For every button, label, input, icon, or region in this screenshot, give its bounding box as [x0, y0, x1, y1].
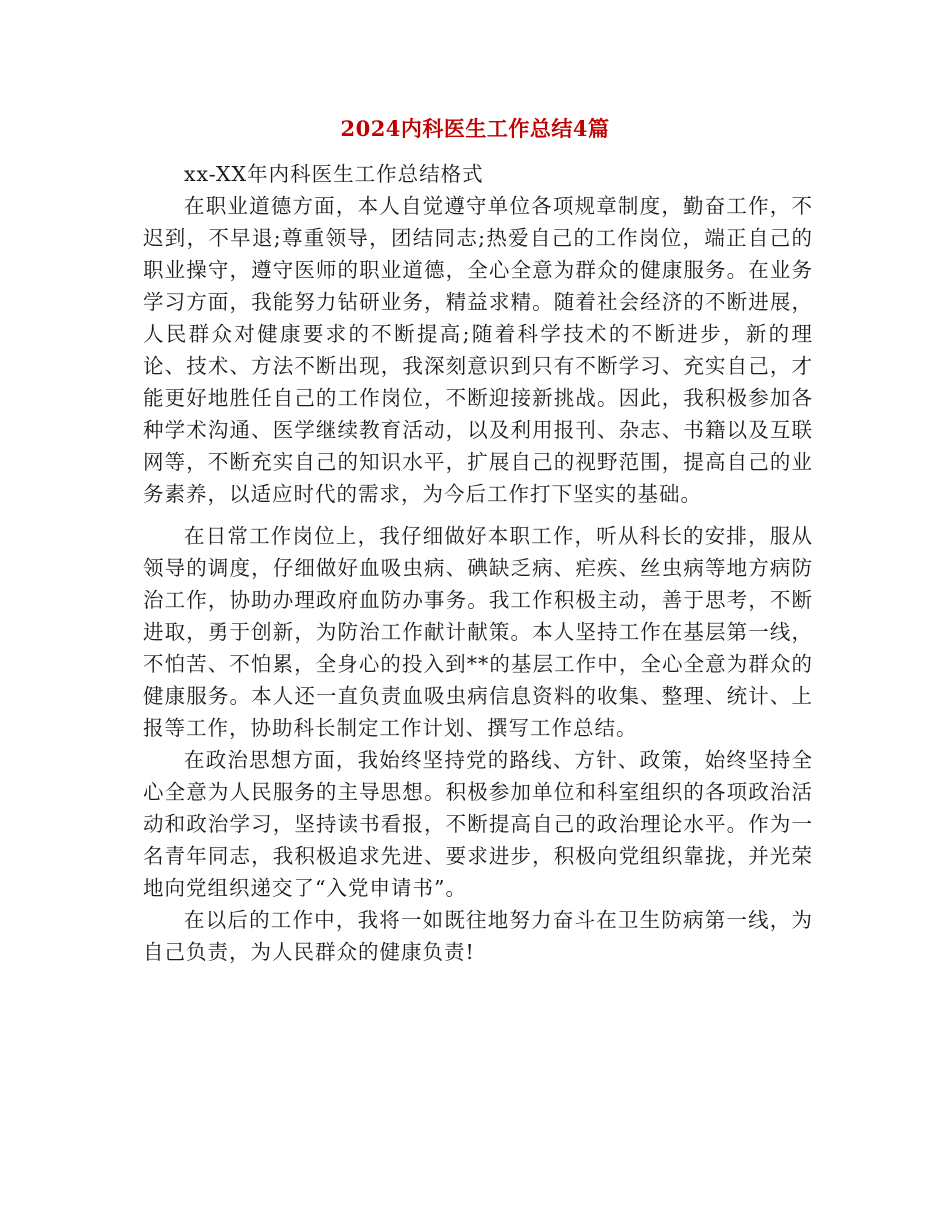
paragraph-future-work: 在以后的工作中，我将一如既往地努力奋斗在卫生防病第一线，为自己负责，为人民群众的健康负责!: [143, 908, 813, 964]
paragraph-political-thought: 在政治思想方面，我始终坚持党的路线、方针、政策，始终坚持全心全意为人民服务的主导思想。积极参加单位和科室组织的各项政治活动和政治学习，坚持读书看报，不断提高自己的政治理论水平。作为一名青年同志，我积极追求先进、要求进步，积极向党组织靠拢，并光荣地向党组织递交了“入党申请书”。: [143, 748, 813, 900]
paragraph-daily-work: 在日常工作岗位上，我仔细做好本职工作，听从科长的安排，服从领导的调度，仔细做好血吸虫病、碘缺乏病、疟疾、丝虫病等地方病防治工作，协助办理政府血防办事务。我工作积极主动，善于思考，不断进取，勇于创新，为防治工作献计献策。本人坚持工作在基层第一线，不怕苦、不怕累，全身心的投入到**的基层工作中，全心全意为群众的健康服务。本人还一直负责血吸虫病信息资料的收集、整理、统计、上报等工作，协助科长制定工作计划、撰写工作总结。: [143, 524, 813, 740]
document-title: 2024内科医生工作总结4篇: [340, 116, 610, 141]
document-subtitle: xx-XX年内科医生工作总结格式: [184, 162, 484, 186]
paragraph-professional-ethics: 在职业道德方面，本人自觉遵守单位各项规章制度，勤奋工作，不迟到，不早退;尊重领导，团结同志;热爱自己的工作岗位，端正自己的职业操守，遵守医师的职业道德，全心全意为群众的健康服务。在业务学习方面，我能努力钻研业务，精益求精。随着社会经济的不断进展，人民群众对健康要求的不断提高;随着科学技术的不断进步，新的理论、技术、方法不断出现，我深刻意识到只有不断学习、充实自己，才能更好地胜任自己的工作岗位，不断迎接新挑战。因此，我积极参加各种学术沟通、医学继续教育活动，以及利用报刊、杂志、书籍以及互联网等，不断充实自己的知识水平，扩展自己的视野范围，提高自己的业务素养，以适应时代的需求，为今后工作打下坚实的基础。: [143, 194, 813, 506]
document-body: [143, 158, 813, 968]
